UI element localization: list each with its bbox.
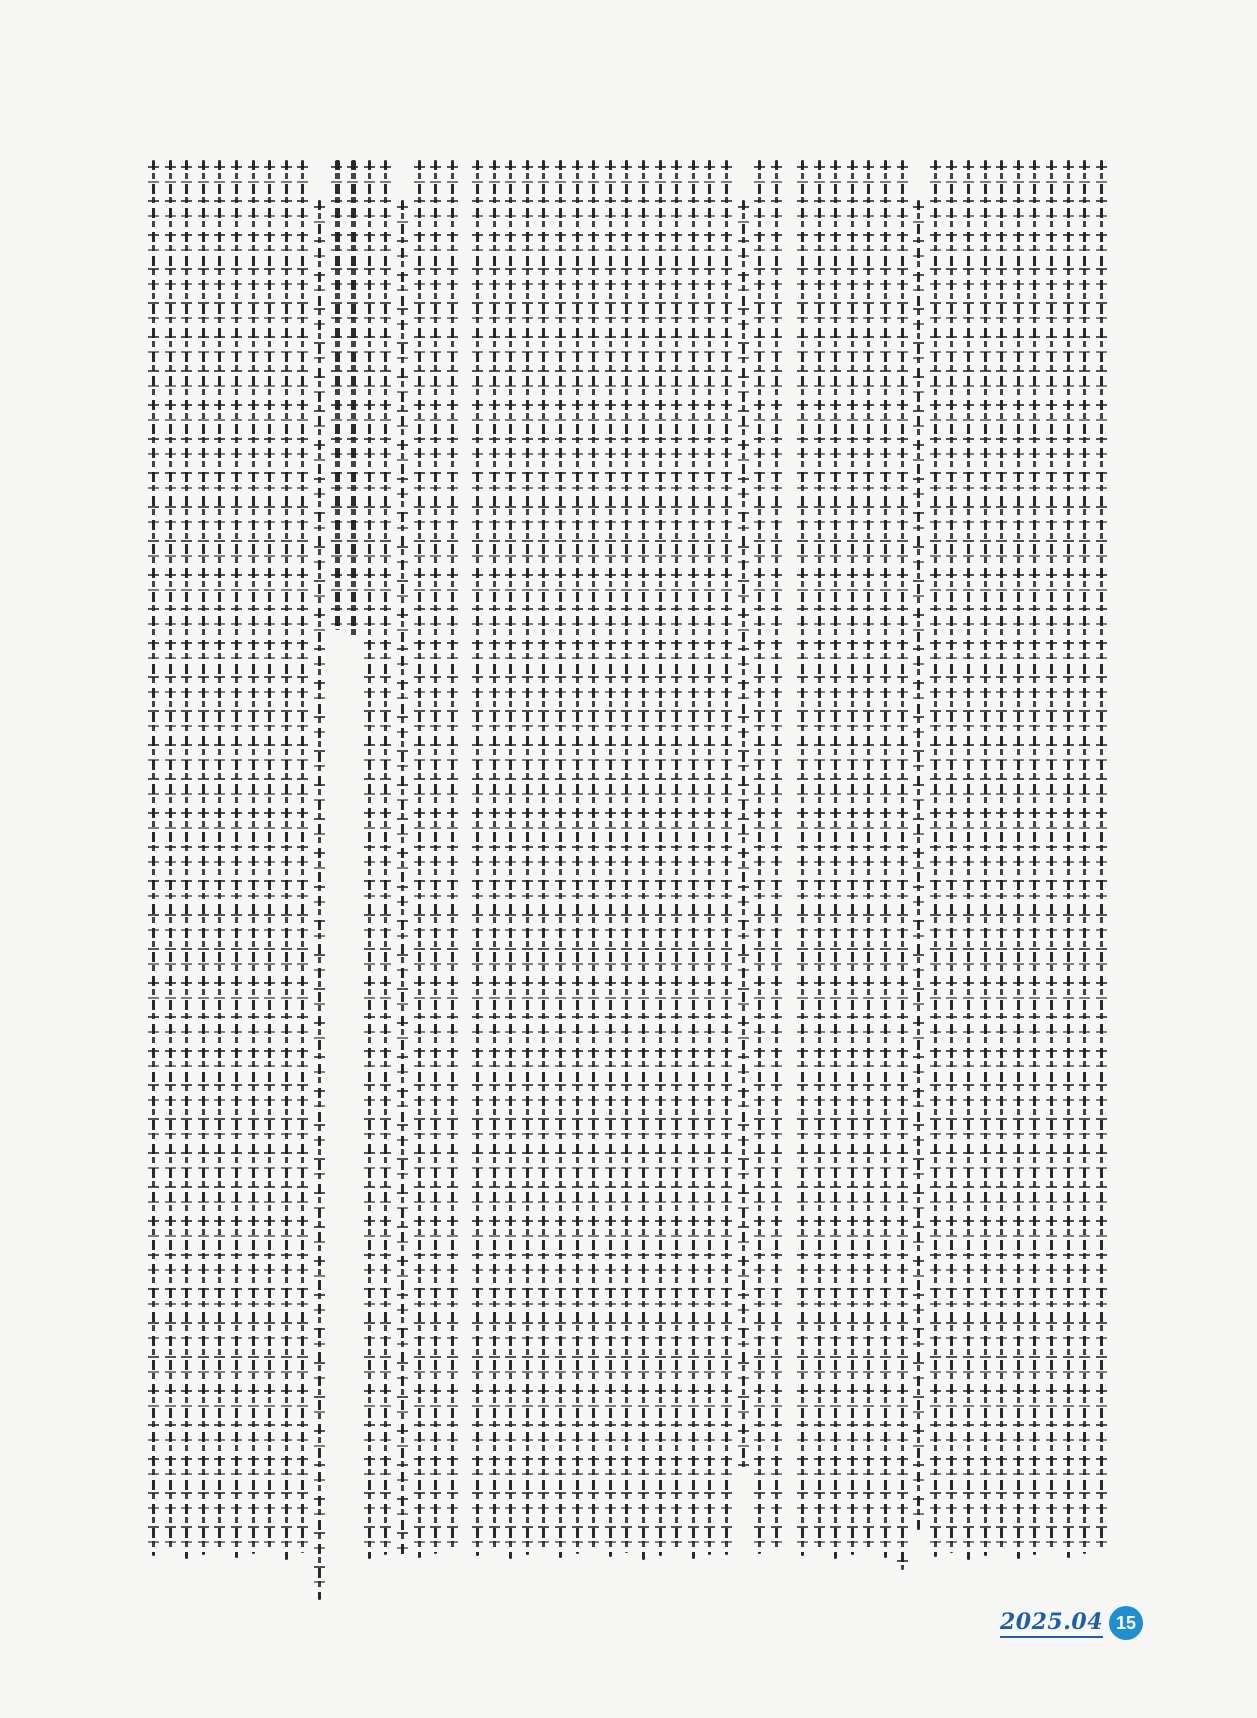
text-line — [1017, 160, 1020, 1559]
text-line — [775, 160, 778, 1550]
text-line — [834, 160, 837, 1559]
text-line — [542, 160, 545, 1551]
text-line — [592, 160, 595, 1550]
text-line — [401, 200, 404, 1555]
text-line — [725, 160, 728, 1555]
text-line — [152, 160, 155, 1556]
text-line — [268, 160, 271, 1550]
text-line — [451, 160, 454, 1550]
text-line — [285, 160, 288, 1560]
text-line — [1083, 160, 1086, 1554]
text-line — [202, 160, 205, 1555]
text-line — [185, 160, 188, 1559]
text-line — [659, 160, 662, 1556]
text-line — [1000, 160, 1003, 1552]
text-line — [252, 160, 255, 1554]
text-line — [708, 160, 711, 1555]
text-line — [984, 160, 987, 1556]
text-line — [934, 160, 937, 1557]
text-line — [1033, 160, 1036, 1555]
text-line — [576, 160, 579, 1554]
text-line — [318, 200, 321, 1600]
page-folio — [1000, 1606, 1143, 1640]
text-line — [509, 160, 512, 1559]
text-line — [901, 160, 904, 1570]
text-column-middle — [470, 160, 785, 1580]
text-line — [801, 160, 804, 1556]
text-line — [625, 160, 628, 1553]
text-line — [218, 160, 221, 1551]
text-line — [950, 160, 953, 1553]
text-line — [1050, 160, 1053, 1551]
text-line — [418, 160, 421, 1558]
text-line — [476, 160, 479, 1556]
text-line — [818, 160, 821, 1552]
issue-date: 2025.04 — [1000, 1609, 1103, 1638]
text-line — [851, 160, 854, 1555]
text-line — [742, 200, 745, 1470]
text-line — [758, 160, 761, 1554]
text-line — [384, 160, 387, 1555]
text-line — [609, 160, 612, 1557]
text-column-left — [146, 160, 461, 1580]
text-line — [351, 160, 356, 640]
text-line — [526, 160, 529, 1555]
text-line — [867, 160, 870, 1551]
text-line — [301, 160, 304, 1553]
page-number-badge: 15 — [1109, 1606, 1143, 1640]
text-line — [335, 160, 340, 630]
text-line — [1067, 160, 1070, 1558]
text-line — [559, 160, 562, 1558]
text-line — [493, 160, 496, 1552]
text-line — [692, 160, 695, 1559]
text-line — [917, 200, 920, 1530]
text-line — [642, 160, 645, 1560]
text-line — [434, 160, 437, 1554]
text-line — [967, 160, 970, 1560]
text-line — [1100, 160, 1103, 1550]
text-line — [169, 160, 172, 1552]
text-line — [884, 160, 887, 1558]
text-line — [675, 160, 678, 1552]
text-line — [235, 160, 238, 1558]
text-column-right — [795, 160, 1110, 1580]
text-line — [368, 160, 371, 1559]
